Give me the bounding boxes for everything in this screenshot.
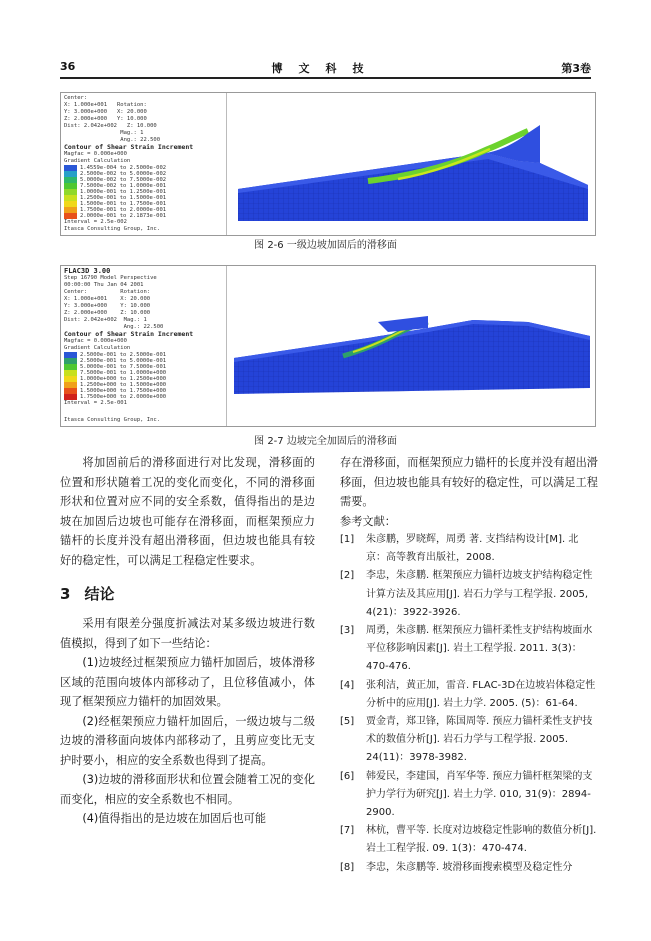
legend-info-line: Center: Rotation: <box>64 289 151 295</box>
section-heading <box>60 584 315 604</box>
volume-label: 第3卷 <box>561 62 591 75</box>
paragraph: (4)值得指出的是边坡在加固后也可能 <box>82 812 267 825</box>
header-rule <box>60 77 591 79</box>
legend-info-line: Z: 2.000e+000 Y: 10.000 <box>64 116 147 122</box>
legend-range-label: 5.0000e-001 to 7.5000e-001 <box>80 364 167 370</box>
legend-range-label: 7.5000e-001 to 1.0000e+000 <box>80 370 167 376</box>
legend-swatches <box>64 165 223 219</box>
legend-title: Contour of Shear Strain Increment <box>64 143 194 151</box>
section-number: 3 <box>60 585 71 603</box>
legend-sub-line: Magfac = 0.000e+000 <box>64 151 127 157</box>
reference-number: [3] <box>340 625 355 637</box>
figure-legend <box>61 93 227 235</box>
legend-info-line: Ang.: 22.500 <box>64 137 161 143</box>
legend-top-lines <box>64 95 223 144</box>
legend-info-line: 00:00:00 Thu Jan 04 2001 <box>64 282 144 288</box>
legend-swatches <box>64 352 223 400</box>
paragraph-continuation: 存在滑移面，而框架预应力锚杆的长度并没有超出滑移面，但边坡也能具有较好的稳定性，可以满足工程需要。 <box>340 456 598 508</box>
legend-range-label: 1.7500e-001 to 2.0000e-001 <box>80 207 167 213</box>
legend-info-line: Y: 3.000e+000 Y: 10.000 <box>64 303 151 309</box>
legend-info-line: X: 1.000e+001 X: 20.000 <box>64 296 151 302</box>
reference-number: [6] <box>340 770 355 782</box>
reference-text: 周勇，朱彦鹏. 框架预应力锚杆柔性支护结构坡面水平位移影响因素[J]. 岩土工程学报. 2011. 3(3)：470-476. <box>366 625 593 673</box>
reference-number: [4] <box>340 679 355 691</box>
figure-legend <box>61 266 227 426</box>
left-column <box>60 453 315 829</box>
reference-text: 张利洁，黄正加，雷音. FLAC-3D在边坡岩体稳定性分析中的应用[J]. 岩土力学. 2005. (5)：61-64. <box>366 679 596 709</box>
references-heading: 参考文献： <box>340 514 396 528</box>
reference-item <box>340 677 598 713</box>
legend-range-label: 1.5000e+000 to 1.7500e+000 <box>80 388 167 394</box>
legend-info-line: Center: <box>64 95 88 101</box>
legend-range-label: 1.0000e-001 to 1.2500e-001 <box>80 189 167 195</box>
reference-number: [8] <box>340 861 355 873</box>
legend-range-label: 1.7500e+000 to 2.0000e+000 <box>80 394 167 400</box>
legend-range-label: 1.0000e+000 to 1.2500e+000 <box>80 376 167 382</box>
legend-info-line: Ang.: 22.500 <box>64 324 164 330</box>
legend-range-label: 2.5000e-001 to 5.0000e-001 <box>80 358 167 364</box>
paragraph: (3)边坡的滑移面形状和位置会随着工况的变化而变化，相应的安全系数也不相同。 <box>60 773 315 806</box>
reference-item <box>340 822 598 858</box>
legend-range-label: 1.2500e-001 to 1.5000e-001 <box>80 195 167 201</box>
legend-range-label: 1.4559e-004 to 2.5000e-002 <box>80 165 167 171</box>
reference-number: [1] <box>340 534 355 545</box>
legend-interval: Interval = 2.5e-001 <box>64 400 127 406</box>
reference-text: 贾金青，郑卫锋，陈国周等. 预应力锚杆柔性支护技术的数值分析[J]. 岩石力学与工程学报. 2005. 24(11)：3978-3982. <box>366 716 593 764</box>
legend-info-line: Y: 3.000e+000 X: 20.000 <box>64 109 147 115</box>
legend-company: Itasca Consulting Group, Inc. <box>64 226 161 232</box>
reference-item <box>340 622 598 677</box>
legend-top-lines <box>64 275 223 331</box>
reference-list <box>340 531 598 877</box>
reference-number: [2] <box>340 570 355 582</box>
legend-title: Contour of Shear Strain Increment <box>64 330 194 338</box>
slope-model-svg <box>228 93 594 235</box>
paragraph: 将加固前后的滑移面进行对比发现，滑移面的位置和形状随着工况的变化而变化，不同的滑移面形状和位置对应不同的安全系数，值得指出的是边坡在加固后边坡也可能存在滑移面，而框架预应力锚杆的长度并没有超出滑移面，但边坡也能具有较好的稳定性，可以满足工程稳定性要求。 <box>60 456 315 567</box>
figure-2-7-caption: 图 2-7 边坡完全加固后的滑移面 <box>254 436 397 447</box>
reference-item <box>340 768 598 823</box>
slope-model-svg <box>228 266 594 426</box>
legend-color-swatch <box>64 213 77 219</box>
legend-range-label: 2.5000e-001 to 2.5000e-001 <box>80 352 167 358</box>
legend-range-label: 7.5000e-002 to 1.0000e-001 <box>80 183 167 189</box>
reference-text: 朱彦鹏，罗晓辉，周勇 著. 支挡结构设计[M]. 北京：高等教育出版社，2008. <box>366 534 579 564</box>
legend-sub-line: Magfac = 0.000e+000 <box>64 338 127 344</box>
journal-title: 博文科技 <box>271 62 380 75</box>
legend-info-line: X: 1.000e+001 Rotation: <box>64 102 147 108</box>
page-number: 36 <box>60 60 76 73</box>
legend-range-label: 2.0000e-001 to 2.1873e-001 <box>80 213 167 219</box>
reference-number: [5] <box>340 716 355 728</box>
slope-model-plot <box>228 93 595 235</box>
page-header <box>60 60 591 76</box>
legend-row <box>64 394 223 400</box>
right-column <box>340 453 598 877</box>
reference-text: 林杭，曹平等. 长度对边坡稳定性影响的数值分析[J]. 岩土工程学报. 09. 1(3)：470-474. <box>366 825 597 855</box>
legend-color-swatch <box>64 394 77 400</box>
reference-item <box>340 567 598 622</box>
section-title: 结论 <box>84 585 115 603</box>
reference-text: 李忠，朱彦鹏等. 坡滑移面搜索模型及稳定性分 <box>366 861 573 873</box>
legend-range-label: 2.5000e-002 to 5.0000e-002 <box>80 171 167 177</box>
reference-item <box>340 531 598 567</box>
paragraph: 采用有限差分强度折减法对某多级边坡进行数值模拟，得到了如下一些结论： <box>60 617 315 650</box>
legend-info-line: Dist: 2.042e+002 Mag.: 1 <box>64 317 147 323</box>
legend-sub-line: Gradient Calculation <box>64 345 131 351</box>
figure-2-7 <box>60 265 596 427</box>
legend-range-label: 5.0000e-002 to 7.5000e-002 <box>80 177 167 183</box>
legend-sub-line: Gradient Calculation <box>64 158 131 164</box>
legend-sub-lines <box>64 151 223 165</box>
slope-model-plot <box>228 266 595 426</box>
legend-row <box>64 213 223 219</box>
legend-info-line: Mag.: 1 <box>64 130 144 136</box>
paragraph: (1)边坡经过框架预应力锚杆加固后，坡体滑移区域的范围向坡体内部移动了，且位移值减小，体现了框架预应力锚杆的加固效果。 <box>60 656 315 708</box>
reference-item <box>340 713 598 768</box>
legend-range-label: 1.5000e-001 to 1.7500e-001 <box>80 201 167 207</box>
legend-info-line: Z: 2.000e+000 Z: 10.000 <box>64 310 151 316</box>
legend-info-line: Dist: 2.042e+002 Z: 10.000 <box>64 123 157 129</box>
legend-sub-lines <box>64 338 223 352</box>
legend-interval: Interval = 2.5e-002 <box>64 219 127 225</box>
figure-2-6 <box>60 92 596 236</box>
figure-2-6-caption: 图 2-6 一级边坡加固后的滑移面 <box>254 240 397 251</box>
legend-info-line: Step 16790 Model Perspective <box>64 275 157 281</box>
reference-item <box>340 859 598 877</box>
legend-header: FLAC3D 3.00 <box>64 267 111 275</box>
reference-number: [7] <box>340 825 355 837</box>
legend-range-label: 1.2500e+000 to 1.5000e+000 <box>80 382 167 388</box>
paragraph: (2)经框架预应力锚杆加固后，一级边坡与二级边坡的滑移面向坡体内部移动了，且剪应变比无支护时要小，相应的安全系数也得到了提高。 <box>60 714 315 767</box>
legend-company: Itasca Consulting Group, Inc. <box>64 417 161 423</box>
reference-text: 李忠，朱彦鹏. 框架预应力锚杆边坡支护结构稳定性计算方法及其应用[J]. 岩石力学与工程学报. 2005, 4(21)：3922-3926. <box>366 570 593 618</box>
reference-text: 韩爱民，李建国，肖军华等. 预应力锚杆框架梁的支护力学行为研究[J]. 岩土力学. 010, 31(9)：2894-2900. <box>366 770 593 819</box>
